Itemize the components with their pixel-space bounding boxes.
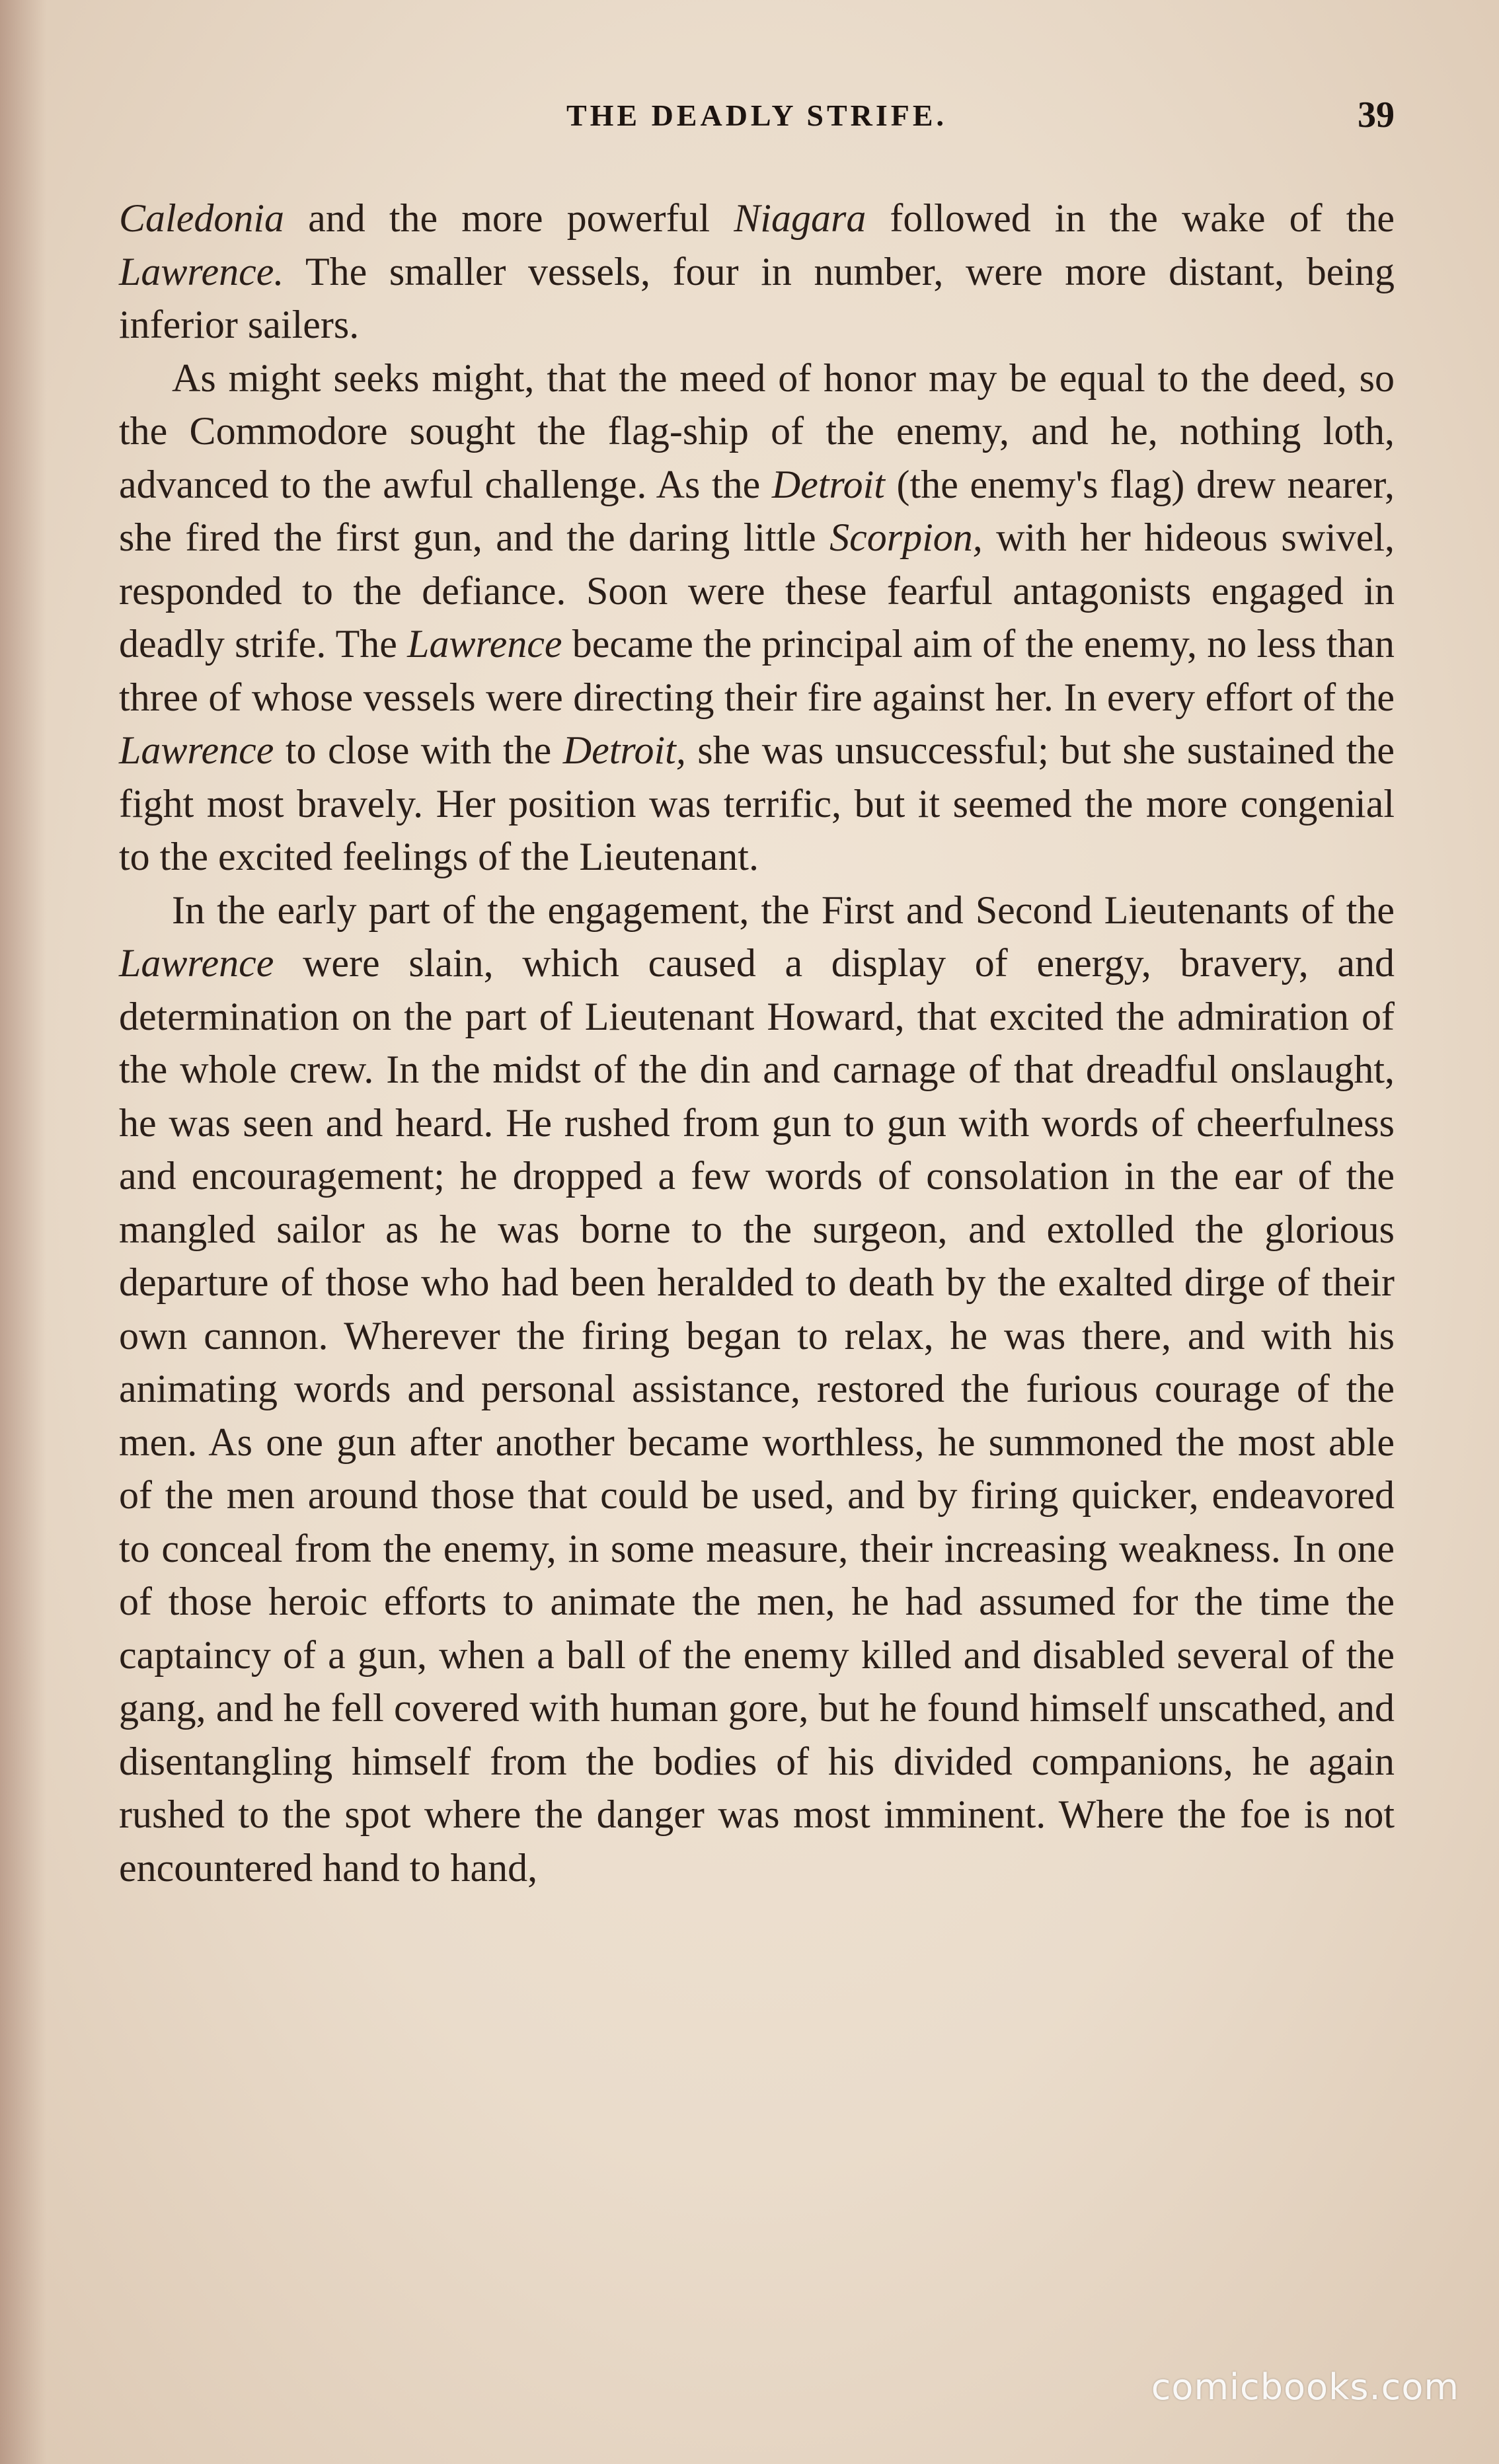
ship-name: Scorpion,	[829, 516, 983, 559]
text-run: As might seeks might, that the meed of honor may be equal to the deed, so the Commodore sought the flag-ship of the enemy, and he, nothing loth, advanced to the awful challenge. As the	[119, 356, 1395, 506]
ship-name: Lawrence	[119, 728, 274, 772]
ship-name: Lawrence.	[119, 249, 284, 293]
text-run: she was unsuccessful; but she sustained the fight most bravely. Her position was terrific, but it seemed the more congenial to the excited feelings of the Lieutenant.	[119, 728, 1395, 878]
text-run: became the principal aim of the enemy, no less than three of whose vessels were directing their fire against her. In every effort of the	[119, 622, 1395, 719]
body-text	[119, 192, 1395, 1894]
text-run: were slain, which caused a display of energy, bravery, and determination on the part of Lieutenant Howard, that excited the admiration of the whole crew. In the midst of the din and carnage of that dreadful onslaught, he was seen and heard. He rushed from gun to gun with words of cheerfulness and encouragement; he dropped a few words of consolation in the ear of the mangled sailor as he was borne to the surgeon, and extolled the glorious departure of those who had been heralded to death by the exalted dirge of their own cannon. Wherever the firing began to relax, he was there, and with his animating words and personal assistance, restored the furious courage of the men. As one gun after another became worthless, he summoned the most able of the men around those that could be used, and by firing quicker, endeavored to conceal from the enemy, in some measure, their increasing weakness. In one of those heroic efforts to animate the men, he had assumed for the time the captaincy of a gun, when a ball of the enemy killed and disabled several of the gang, and he fell covered with human gore, but he found himself unscathed, and disentangling himself from the bodies of his divided companions, he again rushed to the spot where the danger was most imminent. Where the foe is not encountered hand to hand,	[119, 941, 1395, 1890]
paragraph-3	[119, 884, 1395, 1895]
ship-name: Detroit	[771, 462, 885, 506]
ship-name: Detroit,	[562, 728, 686, 772]
ship-name: Lawrence	[119, 941, 274, 985]
paragraph-2	[119, 352, 1395, 884]
text-run: followed in the wake of the	[866, 196, 1395, 240]
paragraph-1	[119, 192, 1395, 352]
text-run: and the more powerful	[284, 196, 734, 240]
text-run: (the enemy's flag) drew nearer, she fired the first gun, and the daring little	[119, 462, 1395, 559]
text-run: The smaller vessels, four in number, were more distant, being inferior sailers.	[119, 249, 1395, 346]
ship-name: Niagara	[734, 196, 866, 240]
page-header	[119, 95, 1395, 144]
running-title: THE DEADLY STRIFE.	[566, 98, 948, 132]
text-run: to close with the	[274, 728, 563, 772]
text-run: In the early part of the engagement, the First and Second Lieutenants of the	[172, 888, 1395, 932]
text-run: with her hideous swivel, responded to the defiance. Soon were these fearful antagonists engaged in deadly strife. The	[119, 516, 1395, 666]
watermark-text: comicbooks.com	[1151, 2366, 1459, 2408]
ship-name: Caledonia	[119, 196, 284, 240]
page-number: 39	[1358, 95, 1395, 135]
ship-name: Lawrence	[407, 622, 562, 666]
